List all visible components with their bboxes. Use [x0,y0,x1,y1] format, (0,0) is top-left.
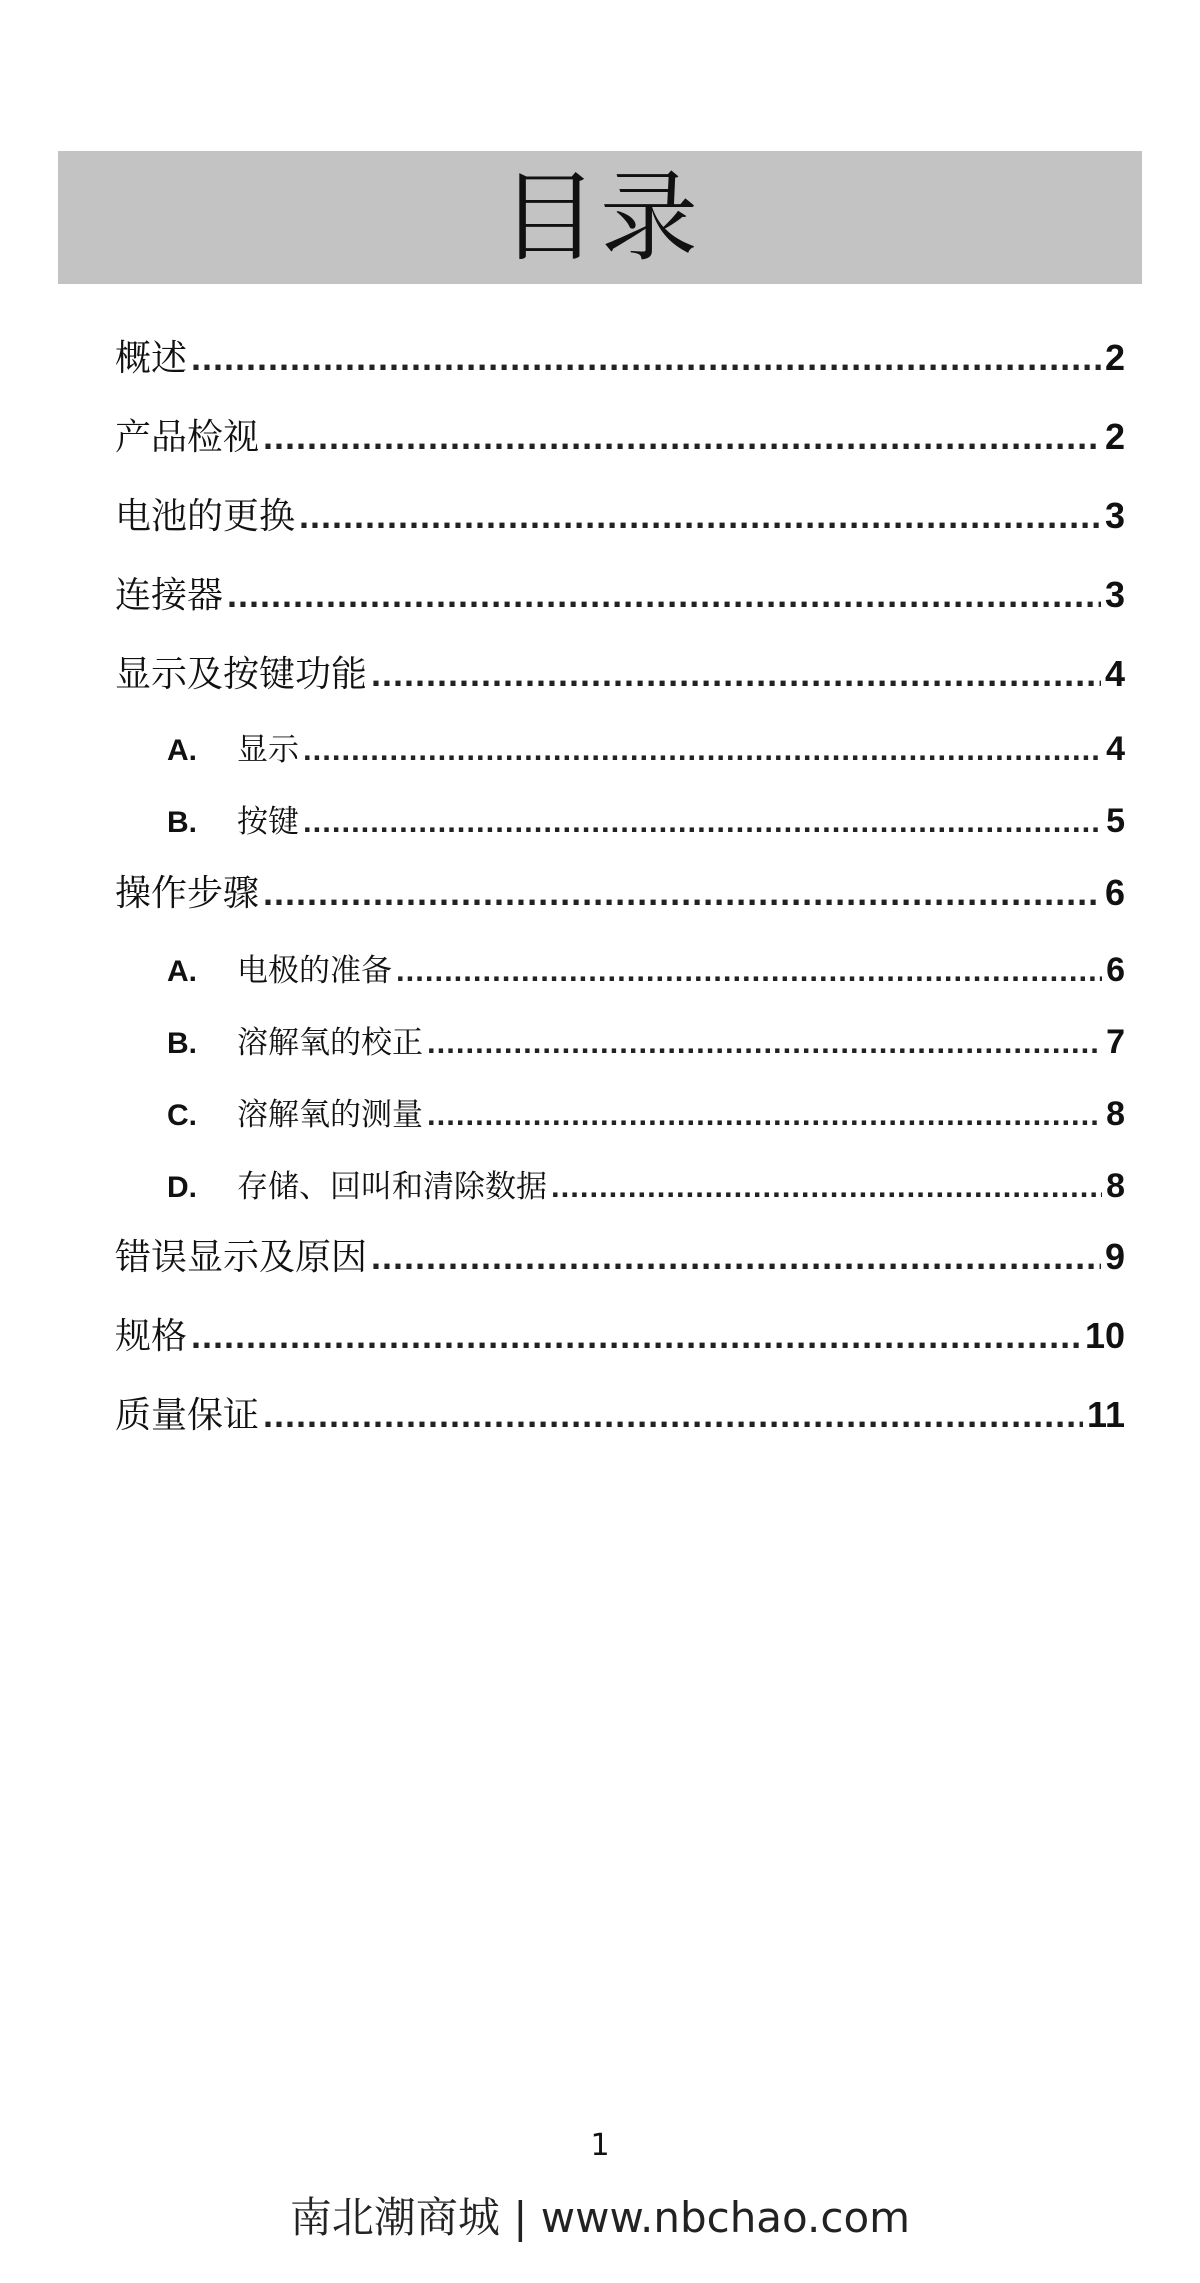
toc-leader-dots [303,732,1102,768]
toc-entry-page: 4 [1104,653,1125,694]
toc-leader-dots [371,653,1101,695]
toc-subentry-do-calibration[interactable] [167,1017,1125,1063]
toc-entry-product-inspection[interactable] [115,409,1125,459]
toc-leader-dots [227,574,1101,616]
toc-entry-label: 错误显示及原因 [115,1237,368,1278]
toc-entry-label: 显示 [237,732,299,768]
toc-subentry-data-management[interactable] [167,1161,1125,1207]
toc-entry-overview[interactable] [115,330,1125,380]
toc-entry-page: 6 [1104,872,1125,913]
toc-subentry-letter: B. [167,1027,197,1060]
toc-leader-dots [191,1315,1081,1357]
toc-subentry-keys[interactable] [167,796,1125,842]
toc-subentry-letter: A. [167,955,197,988]
toc-entry-label: 按键 [237,804,299,840]
toc-leader-dots [551,1169,1102,1205]
toc-subentry-electrode-prep[interactable] [167,945,1125,991]
toc-leader-dots [303,804,1102,840]
toc-entry-label: 显示及按键功能 [115,654,368,695]
toc-entry-page: 3 [1104,495,1125,536]
toc-entry-page: 10 [1084,1315,1125,1356]
toc-leader-dots [191,337,1101,379]
toc-leader-dots [396,953,1102,989]
toc-entry-label: 溶解氧的测量 [237,1097,423,1133]
toc-leader-dots [299,495,1101,537]
toc-entry-label: 产品检视 [115,417,260,458]
toc-entry-label: 电池的更换 [115,496,296,537]
toc-leader-dots [371,1236,1101,1278]
toc-entry-page: 2 [1104,337,1125,378]
toc-entry-label: 存储、回叫和清除数据 [237,1169,547,1205]
toc-entry-specifications[interactable] [115,1308,1125,1358]
toc-subentry-letter: A. [167,734,197,767]
toc-entry-page: 6 [1106,951,1125,989]
toc-leader-dots [263,1394,1083,1436]
toc-entry-label: 操作步骤 [115,873,260,914]
toc-subentry-do-measurement[interactable] [167,1089,1125,1135]
page-number: 1 [590,2128,610,2163]
toc-entry-operation-steps[interactable] [115,865,1125,915]
toc-entry-error-display[interactable] [115,1229,1125,1279]
page-title: 目录 [499,160,700,275]
toc-entry-battery-replacement[interactable] [115,488,1125,538]
toc-entry-page: 5 [1106,802,1125,840]
toc-entry-label: 概述 [115,338,188,379]
toc-entry-page: 3 [1104,574,1125,615]
toc-leader-dots [427,1025,1102,1061]
toc-entry-page: 7 [1106,1023,1125,1061]
toc-entry-page: 8 [1106,1095,1125,1133]
toc-subentry-letter: D. [167,1171,197,1204]
toc-subentry-letter: C. [167,1099,197,1132]
footer-watermark: 南北潮商城 | www.nbchao.com [289,2193,911,2242]
toc-entry-display-and-keys[interactable] [115,646,1125,696]
toc-entry-label: 质量保证 [115,1395,260,1436]
toc-leader-dots [263,872,1101,914]
toc-entry-page: 2 [1104,416,1125,457]
toc-entry-connector[interactable] [115,567,1125,617]
toc-entry-warranty[interactable] [115,1387,1125,1437]
toc-entry-label: 电极的准备 [237,953,392,989]
toc-entry-page: 9 [1104,1236,1125,1277]
toc-entry-page: 4 [1106,730,1125,768]
toc-entry-label: 连接器 [115,575,224,616]
toc-leader-dots [427,1097,1102,1133]
toc-entry-label: 规格 [115,1316,188,1357]
title-banner [58,151,1142,284]
toc-entry-page: 11 [1086,1394,1125,1435]
toc-subentry-display[interactable] [167,724,1125,770]
toc-entry-page: 8 [1106,1167,1125,1205]
toc-entry-label: 溶解氧的校正 [237,1025,423,1061]
toc-leader-dots [263,416,1101,458]
toc-subentry-letter: B. [167,806,197,839]
